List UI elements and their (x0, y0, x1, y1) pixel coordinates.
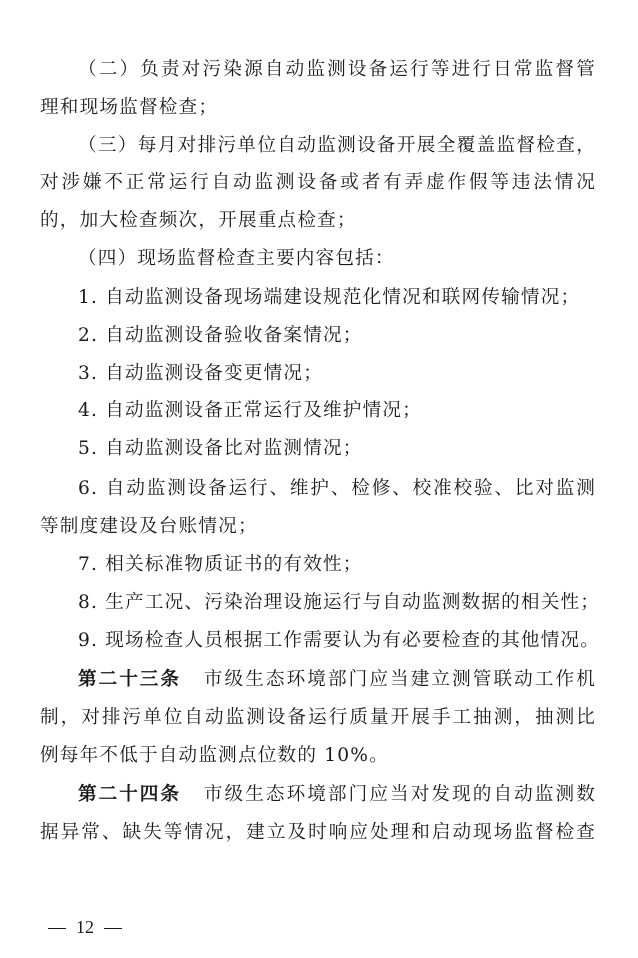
list-item-4: 4. 自动监测设备正常运行及维护情况； (78, 400, 422, 421)
right-dash-icon (104, 928, 122, 929)
list-item-2: 2. 自动监测设备验收备案情况； (78, 325, 363, 346)
article-24-line-2: 据异常、缺失等情况，建立及时响应处理和启动现场监督检查 (40, 822, 596, 843)
article-23-text-1: 市级生态环境部门应当建立测管联动工作机 (202, 669, 596, 690)
list-item-8: 8. 生产工况、污染治理设施运行与自动监测数据的相关性； (78, 592, 601, 613)
paragraph-4-line-1: （四）现场监督检查主要内容包括： (78, 248, 395, 269)
article-24-title: 第二十四条 (78, 784, 181, 805)
left-dash-icon (48, 928, 66, 929)
list-item-6-line-2: 等制度建设及台账情况； (40, 516, 258, 537)
article-24-text-1: 市级生态环境部门应当对发现的自动监测数 (202, 784, 596, 805)
paragraph-3-line-3: 的，加大检查频次，开展重点检查； (40, 210, 357, 231)
paragraph-3-line-1: （三）每月对排污单位自动监测设备开展全覆盖监督检查， (78, 135, 596, 156)
article-23-line-2: 制，对排污单位自动监测设备运行质量开展手工抽测，抽测比 (40, 707, 596, 728)
article-24-line-1 (78, 775, 596, 815)
list-item-5: 5. 自动监测设备比对监测情况； (78, 438, 363, 459)
article-23-line-1 (78, 660, 596, 700)
list-item-3: 3. 自动监测设备变更情况； (78, 363, 323, 384)
paragraph-2-line-1: （二）负责对污染源自动监测设备运行等进行日常监督管 (78, 59, 596, 80)
list-item-7: 7. 相关标准物质证书的有效性； (78, 554, 363, 575)
list-item-9: 9. 现场检查人员根据工作需要认为有必要检查的其他情况。 (78, 630, 601, 651)
page-number: 12 (76, 917, 94, 937)
paragraph-2-line-2: 理和现场监督检查； (40, 97, 219, 118)
page-number-footer (38, 912, 132, 942)
article-23-line-3: 例每年不低于自动监测点位数的 10%。 (40, 745, 389, 766)
list-item-1: 1. 自动监测设备现场端建设规范化情况和联网传输情况； (78, 287, 581, 308)
paragraph-3-line-2: 对涉嫌不正常运行自动监测设备或者有弄虚作假等违法情况 (40, 172, 596, 193)
list-item-6-line-1: 6. 自动监测设备运行、维护、检修、校准校验、比对监测 (78, 478, 596, 499)
article-23-title: 第二十三条 (78, 669, 181, 690)
